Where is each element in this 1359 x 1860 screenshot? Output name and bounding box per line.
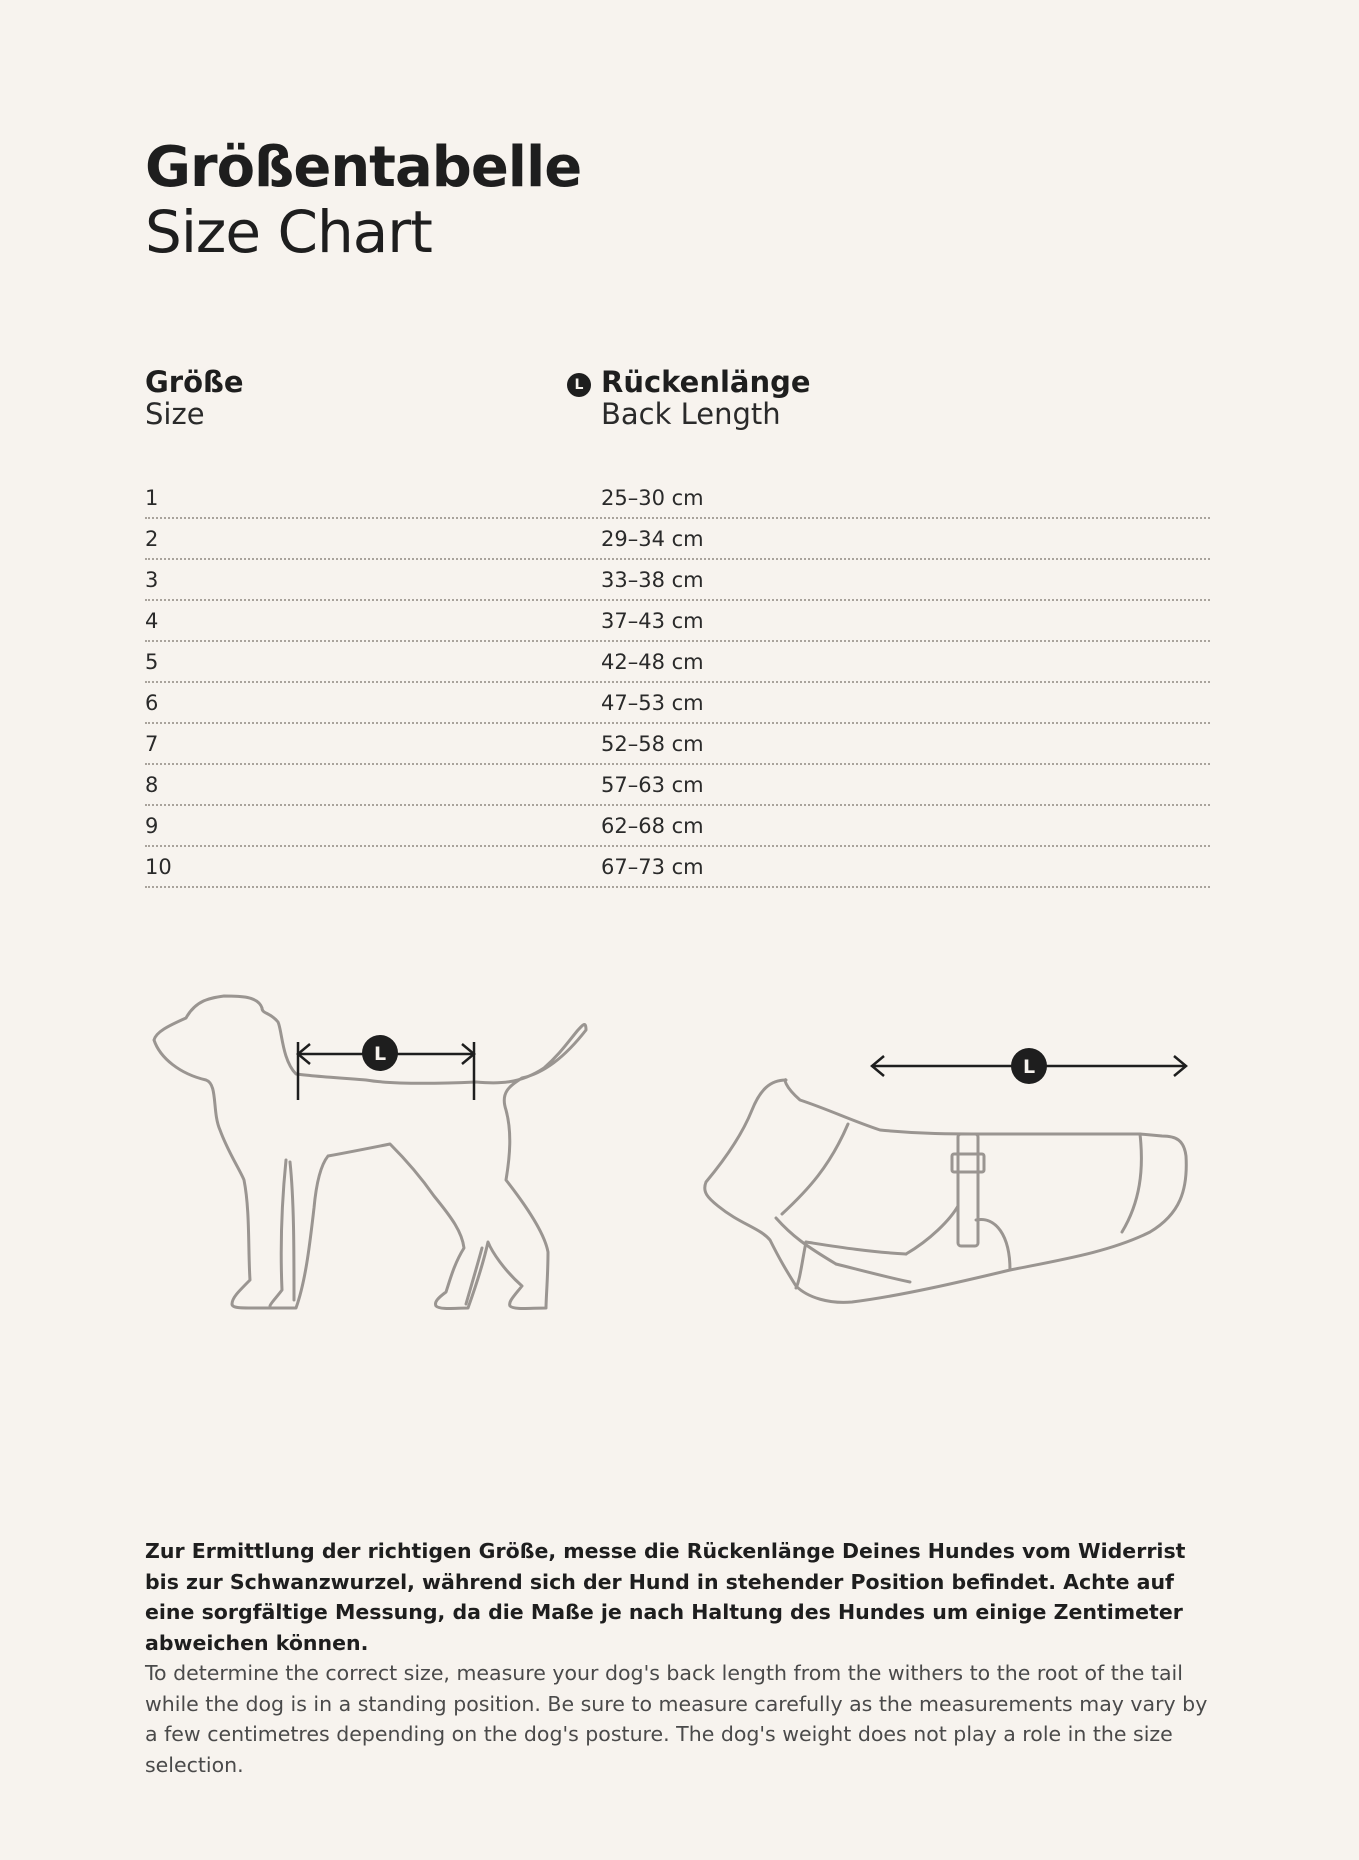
dog-length-marker: L: [373, 1043, 387, 1065]
coat-length-marker: L: [1022, 1056, 1036, 1078]
size-cell: 1: [145, 486, 159, 510]
dog-length-arrow-icon: [298, 1035, 474, 1100]
length-marker-icon: L: [567, 373, 591, 397]
table-row: [145, 560, 1210, 601]
table-row: [145, 642, 1210, 683]
length-cell: 29–34 cm: [601, 527, 704, 551]
column-header-length-en: Back Length: [601, 397, 781, 431]
length-cell: 62–68 cm: [601, 814, 704, 838]
size-cell: 3: [145, 568, 159, 592]
table-row: [145, 806, 1210, 847]
table-row: [145, 519, 1210, 560]
column-header-length: [601, 365, 811, 431]
size-cell: 10: [145, 855, 172, 879]
table-row: [145, 724, 1210, 765]
table-row: [145, 847, 1210, 888]
table-row: [145, 765, 1210, 806]
column-header-size-de: Größe: [145, 365, 244, 399]
size-cell: 4: [145, 609, 159, 633]
coat-length-arrow-icon: [872, 1048, 1186, 1084]
instructions-de: Zur Ermittlung der richtigen Größe, messe die Rückenlänge Deines Hundes vom Widerrist bis zur Schwanzwurzel, während sich der Hund in stehender Position befindet. Achte auf eine sorgfältige Messung, da die Maße je nach Haltung des Hundes um einige Zentimeter abweichen können.: [145, 1539, 1186, 1655]
size-cell: 6: [145, 691, 159, 715]
length-cell: 37–43 cm: [601, 609, 704, 633]
table-row: [145, 683, 1210, 724]
table-row: [145, 601, 1210, 642]
dog-coat-outline-icon: [705, 1080, 1187, 1303]
column-header-size-en: Size: [145, 397, 205, 431]
size-cell: 2: [145, 527, 159, 551]
size-cell: 8: [145, 773, 159, 797]
length-cell: 42–48 cm: [601, 650, 704, 674]
length-cell: 57–63 cm: [601, 773, 704, 797]
size-cell: 5: [145, 650, 159, 674]
measuring-instructions: [145, 1536, 1220, 1780]
page-title: Größentabelle: [145, 135, 582, 200]
column-header-length-de: Rückenlänge: [601, 365, 811, 399]
measurement-illustration: [0, 980, 1359, 1360]
length-cell: 52–58 cm: [601, 732, 704, 756]
size-cell: 7: [145, 732, 159, 756]
column-header-size: [145, 365, 244, 431]
length-cell: 67–73 cm: [601, 855, 704, 879]
size-cell: 9: [145, 814, 159, 838]
table-row: [145, 478, 1210, 519]
length-cell: 33–38 cm: [601, 568, 704, 592]
length-cell: 25–30 cm: [601, 486, 704, 510]
page-subtitle: Size Chart: [145, 198, 432, 266]
length-cell: 47–53 cm: [601, 691, 704, 715]
size-table: [145, 478, 1210, 888]
instructions-en: To determine the correct size, measure your dog's back length from the withers to the root of the tail while the dog is in a standing position. Be sure to measure carefully as the measurements may vary by a few centimetres depending on the dog's posture. The dog's weight does not play a role in the size selection.: [145, 1661, 1208, 1777]
